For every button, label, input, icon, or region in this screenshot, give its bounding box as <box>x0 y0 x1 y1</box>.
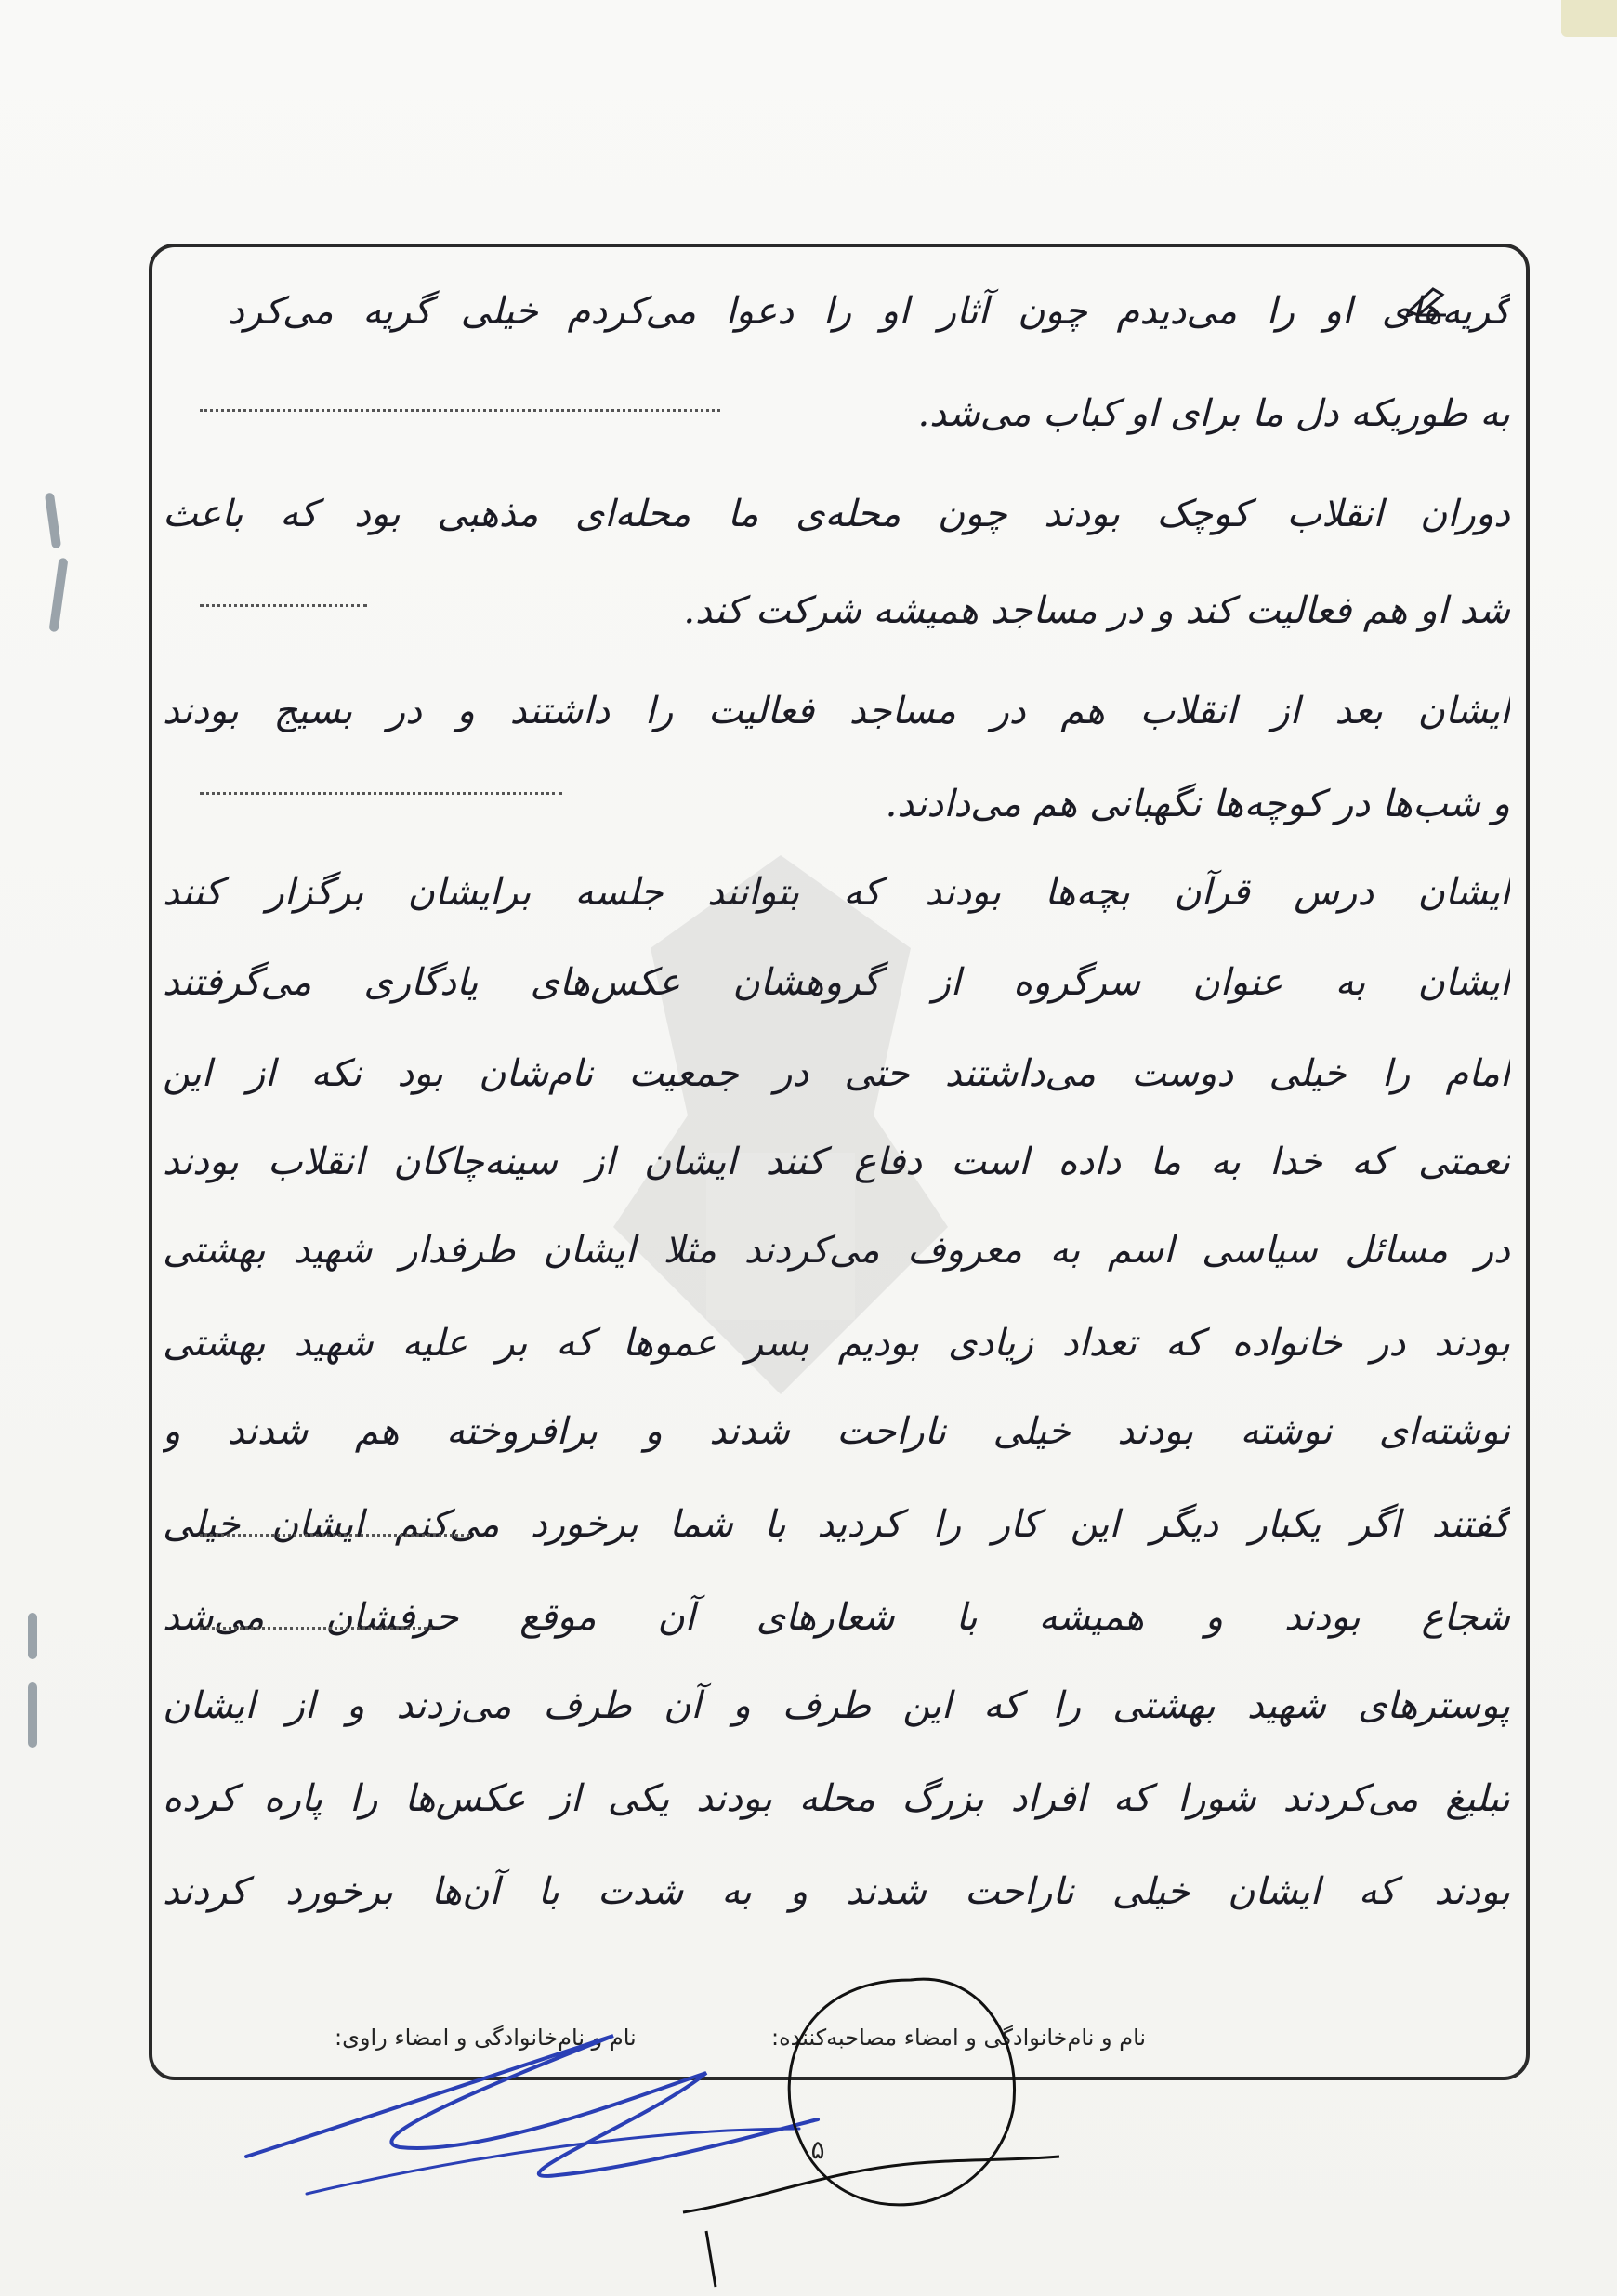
narrator-signature-label: نام و نام‌خانوادگی و امضاء راوی: <box>335 2025 637 2051</box>
page-number: ۵ <box>810 2134 825 2165</box>
text-line: بودند در خانواده که تعداد زیادی بودیم بسر عموها که بر علیه شهید بهشتی <box>163 1322 1510 1365</box>
text-line: و شب‌ها در کوچه‌ها نگهبانی هم می‌دادند. <box>885 783 1510 825</box>
text-line: امام را خیلی دوست می‌داشتند حتی در جمعیت نام‌شان بود نکه از این <box>163 1052 1510 1095</box>
text-line: در مسائل سیاسی اسم به معروف می‌کردند مثلا ایشان طرفدار شهید بهشتی <box>163 1229 1510 1272</box>
text-line: گفتند اگر یکبار دیگر این کار را کردید با شما برخورد می‌کنم ایشان خیلی <box>163 1503 1510 1546</box>
text-line: گریه‌های او را می‌دیدم چون آثار او را دعوا می‌کردم خیلی گریه می‌کرد <box>228 290 1510 333</box>
text-line: ایشان به عنوان سرگروه از گروهشان عکس‌های یادگاری می‌گرفتند <box>163 961 1510 1004</box>
text-line: شجاع بودند و همیشه با شعارهای آن موقع حرفشان می‌شد <box>163 1596 1510 1639</box>
text-line: دوران انقلاب کوچک بودند چون محله‌ی ما محله‌ای مذهبی بود که باعث <box>163 493 1510 535</box>
text-line: پوسترهای شهید بهشتی را که این طرف و آن طرف می‌زدند و از ایشان <box>163 1684 1510 1727</box>
text-line: شد او هم فعالیت کند و در مساجد همیشه شرکت کند. <box>683 589 1510 632</box>
text-line: ایشان بعد از انقلاب هم در مساجد فعالیت را داشتند و در بسیج بودند <box>163 690 1510 732</box>
text-line: نعمتی که خدا به ما داده است دفاع کنند ایشان از سینه‌چاکان انقلاب بودند <box>163 1141 1510 1183</box>
text-line: ایشان درس قرآن بچه‌ها بودند که بتوانند جلسه برایشان برگزار کنند <box>163 871 1510 914</box>
text-line: تبلیغ می‌کردند شورا که افراد بزرگ محله بودند یکی از عکس‌ها را پاره کرده <box>163 1777 1510 1820</box>
text-line: بودند که ایشان خیلی ناراحت شدند و به شدت با آن‌ها برخورد کردند <box>163 1870 1510 1913</box>
text-line: به طوریکه دل ما برای او کباب می‌شد. <box>917 392 1510 435</box>
text-line: نوشته‌ای نوشته بودند خیلی ناراحت شدند و برافروخته هم شدند و <box>163 1410 1510 1453</box>
interviewer-signature-label: نام و نام‌خانوادگی و امضاء مصاحبه‌کننده: <box>771 2025 1147 2051</box>
